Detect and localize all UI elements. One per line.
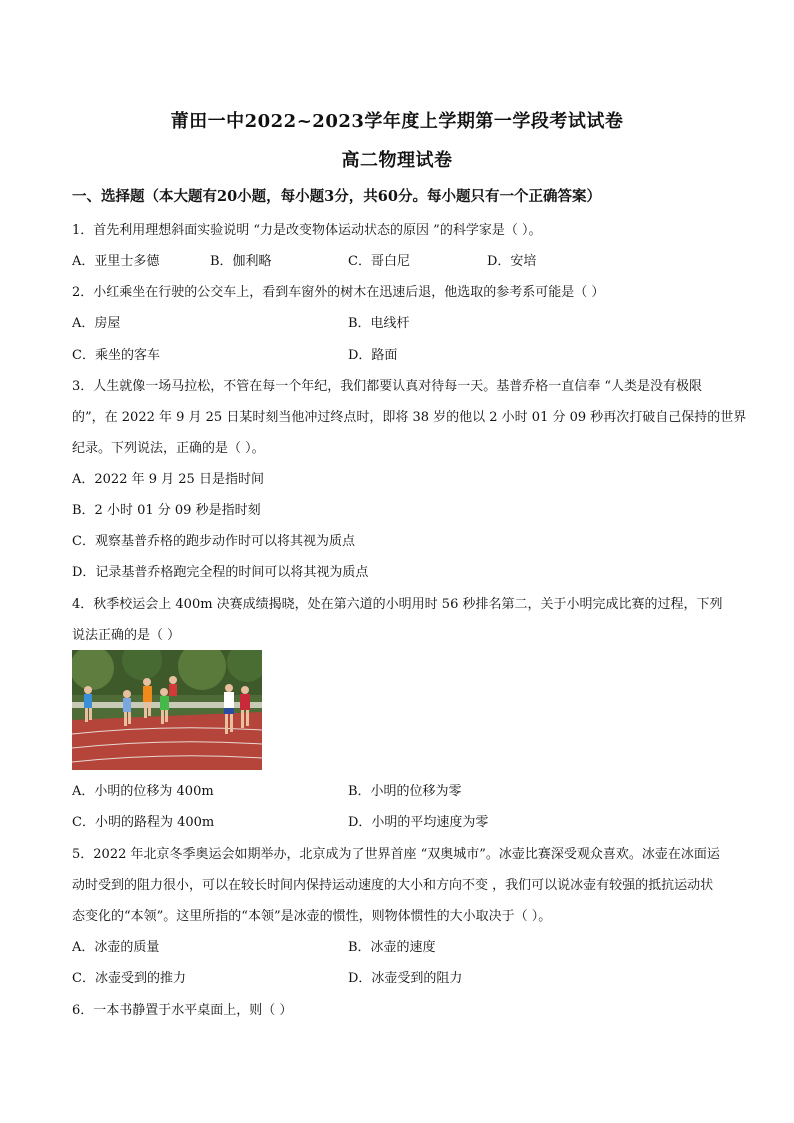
question-2-option-b: B．电线杆 [348, 316, 410, 331]
question-3-option-b: B．2 小时 01 分 09 秒是指时刻 [72, 503, 261, 518]
question-4-option-b: B．小明的位移为零 [348, 784, 462, 799]
runners-illustration [72, 650, 262, 770]
question-5-option-a: A．冰壶的质量 [72, 940, 160, 955]
question-5-stem-line-2: 动时受到的阻力很小，可以在较长时间内保持运动速度的大小和方向不变 ，我们可以说冰壶有较强的抵抗运动状 [72, 878, 714, 893]
question-3-stem-line-2: 的”，在 2022 年 9 月 25 日某时刻当他冲过终点时，即将 38 岁的他以 2 小时 01 分 09 秒再次打破自己保持的世界 [72, 410, 747, 425]
question-2-option-a: A．房屋 [72, 316, 121, 331]
question-3-option-a: A．2022 年 9 月 25 日是指时间 [72, 472, 264, 487]
question-5-option-d: D．冰壶受到的阻力 [348, 971, 463, 986]
question-5-stem-line-1: 5．2022 年北京冬季奥运会如期举办，北京成为了世界首座 “双奥城市”。冰壶比赛深受观众喜欢。冰壶在冰面运 [72, 847, 720, 862]
question-3-stem-line-1: 3．人生就像一场马拉松，不管在每一个年纪，我们都要认真对待每一天。基普乔格一直信奉 “人类是没有极限 [72, 379, 703, 394]
question-3-option-d: D．记录基普乔格跑完全程的时间可以将其视为质点 [72, 565, 369, 580]
question-1-option-a: A．亚里士多德 [72, 254, 160, 269]
question-4-option-c: C．小明的路程为 400m [72, 815, 215, 830]
question-5-stem-line-3: 态变化的“本领”。这里所指的“本领”是冰壶的惯性，则物体惯性的大小取决于（ ）。 [72, 909, 552, 924]
question-5-option-c: C．冰壶受到的推力 [72, 971, 186, 986]
exam-title: 莆田一中2022~2023学年度上学期第一学段考试试卷 [170, 111, 624, 132]
question-3-stem-line-3: 纪录。下列说法，正确的是（ ）。 [72, 441, 265, 456]
question-2-option-c: C．乘坐的客车 [72, 348, 160, 363]
question-1-stem: 1．首先利用理想斜面实验说明 “力是改变物体运动状态的原因 ”的科学家是（ ）。 [72, 223, 542, 238]
question-3-option-c: C．观察基普乔格的跑步动作时可以将其视为质点 [72, 534, 355, 549]
question-5-option-b: B．冰壶的速度 [348, 940, 436, 955]
runners-photo [72, 650, 262, 770]
section-heading: 一、选择题（本大题有20小题，每小题3分，共60分。每小题只有一个正确答案） [72, 188, 601, 205]
question-2-stem: 2．小红乘坐在行驶的公交车上，看到车窗外的树木在迅速后退，他选取的参考系可能是（ ） [72, 285, 605, 300]
question-4-stem-line-1: 4．秋季校运会上 400m 决赛成绩揭晓，处在第六道的小明用时 56 秒排名第二，关于小明完成比赛的过程，下列 [72, 597, 723, 612]
question-1-option-b: B．伽利略 [210, 254, 272, 269]
question-2-option-d: D．路面 [348, 348, 398, 363]
question-6-stem: 6．一本书静置于水平桌面上，则（ ） [72, 1003, 293, 1018]
question-4-option-a: A．小明的位移为 400m [72, 784, 214, 799]
question-4-option-d: D．小明的平均速度为零 [348, 815, 489, 830]
question-1-option-c: C．哥白尼 [348, 254, 410, 269]
question-1-option-d: D．安培 [487, 254, 537, 269]
question-4-stem-line-2: 说法正确的是（ ） [72, 628, 181, 643]
exam-subtitle: 高二物理试卷 [341, 150, 453, 171]
